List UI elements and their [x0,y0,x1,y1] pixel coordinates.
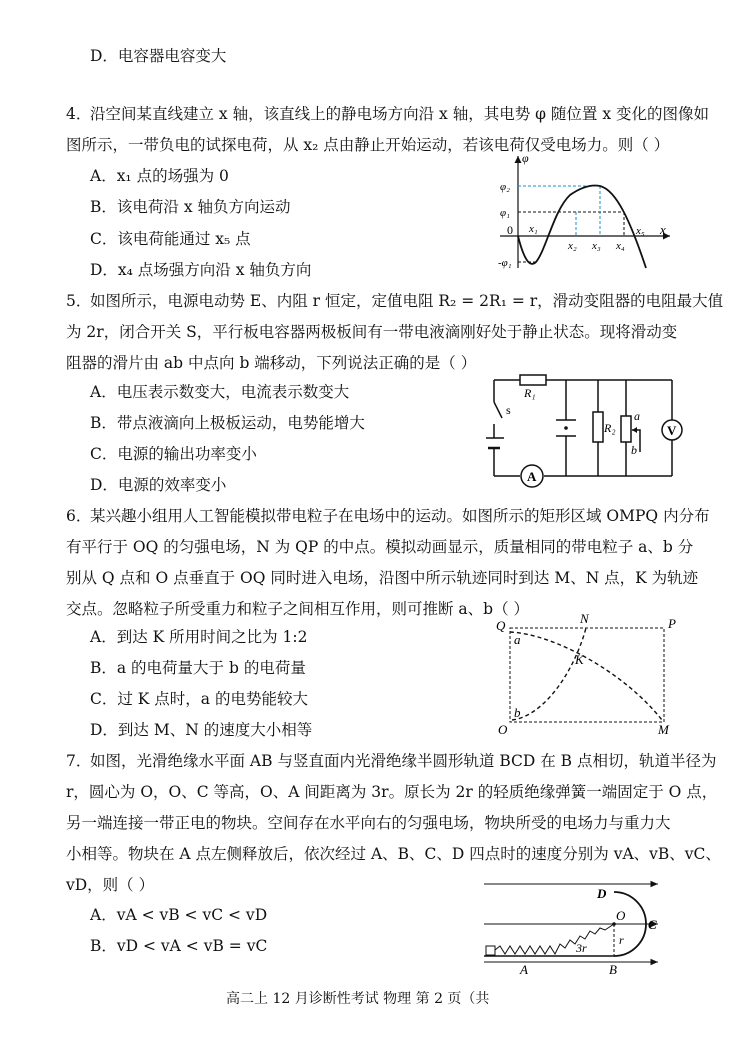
rectangle-ompq [510,628,664,722]
point-k-label: K [575,652,584,667]
q6-stem-line2: 有平行于 OQ 的匀强电场，N 为 QP 的中点。模拟动画显示，质量相同的带电粒子 a、b 分 [66,538,694,556]
page-footer: 高二上 12 月诊断性考试 物理 第 2 页（共 [226,991,490,1007]
distance-3r-label: 3r [576,941,587,955]
q6-option-b: B．a 的电荷量大于 b 的电荷量 [90,659,306,677]
q4-potential-graph [498,150,678,275]
trajectory-b [512,628,586,720]
q5-option-b: B．带点液滴向上极板运动，电势能增大 [90,414,365,432]
point-b-label: B [609,962,617,977]
q5-option-a: A．电压表示数变大，电流表示数变大 [90,383,350,401]
q4-stem-line2: 图所示，一带负电的试探电荷，从 x₂ 点由静止开始运动，若该电荷仅受电场力。则（ ） [66,136,670,154]
x2-label: x₂ [568,240,577,252]
x1-label: x₁ [529,223,538,235]
q4-option-d: D．x₄ 点场强方向沿 x 轴负方向 [90,261,312,279]
q5-circuit-diagram [486,372,692,488]
radius-r-label: r [619,933,624,947]
q5-number: 5． [66,292,92,310]
q6-stem-line1: 某兴趣小组用人工智能模拟带电粒子在电场中的运动。如图所示的矩形区域 OMPQ 内分布 [90,507,710,525]
point-p-label: P [668,616,676,631]
slider-end-a-label: a [634,409,640,423]
phi1-label: φ₁ [500,207,510,219]
q7-stem-line2: r，圆心为 O，O、C 等高，O、A 间距离为 3r。原长为 2r 的轻质绝缘弹簧一端固定于 O 点， [66,783,718,801]
particle-a-label: a [514,632,521,647]
q6-stem-line4: 交点。忽略粒子所受重力和粒子之间相互作用，则可推断 a、b（ ） [66,600,530,618]
spring [495,924,614,954]
q7-stem-line1: 如图，光滑绝缘水平面 AB 与竖直面内光滑绝缘半圆形轨道 BCD 在 B 点相切，轨道半径为 [90,752,717,770]
q4-option-b: B．该电荷沿 x 轴负方向运动 [90,198,291,216]
q7-stem-line3: 另一端连接一带正电的物块。空间存在水平向右的匀强电场，物块所受的电场力与重力大 [66,814,671,832]
q4-option-a: A．x₁ 点的场强为 0 [90,167,229,185]
x-axis-label: x [660,222,666,237]
q6-option-d: D．到达 M、N 的速度大小相等 [90,721,313,739]
switch-label: s [506,403,511,417]
point-o-label: O [498,722,508,737]
slider-end-b-label: b [631,443,637,457]
q7-stem-line4: 小相等。物块在 A 点左侧释放后，依次经过 A、B、C、D 四点时的速度分别为 vA、vB、vC、 [66,845,721,863]
trajectory-a [510,632,662,720]
x5-label: x₅ [636,225,645,237]
point-d-label: D [597,886,607,901]
ammeter-label: A [527,469,537,484]
q6-stem-line3: 别从 Q 点和 O 点垂直于 OQ 同时进入电场，沿图中所示轨迹同时到达 M、N 点，K 为轨迹 [66,569,699,587]
point-o-label: O [616,908,626,923]
origin-label: 0 [507,223,513,237]
q6-option-a: A．到达 K 所用时间之比为 1:2 [90,628,308,646]
q7-number: 7． [66,752,92,770]
q7-track-figure [480,876,670,980]
q6-field-figure [494,612,684,738]
q5-stem-line1: 如图所示，电源电动势 E、内阻 r 恒定，定值电阻 R₂ = 2R₁ = r，滑动变阻器的电阻最大值 [90,292,724,310]
q5-option-d: D．电源的效率变小 [90,476,227,494]
neg-phi1-label: -φ₁ [498,257,512,269]
voltmeter-label: V [667,423,677,438]
q5-stem-line3: 阻器的滑片由 ab 中点向 b 端移动，下列说法正确的是（ ） [66,354,477,372]
q4-number: 4． [66,105,92,123]
x4-label: x₄ [616,240,625,252]
q6-option-c: C．过 K 点时，a 的电势能较大 [90,690,308,708]
r2-label: R₂ [604,421,616,435]
point-n-label: N [580,612,589,626]
q4-option-c: C．该电荷能通过 x₅ 点 [90,230,251,248]
q5-stem-line2: 为 2r，闭合开关 S，平行板电容器两极板间有一带电液滴刚好处于静止状态。现将滑动变 [66,323,678,341]
q4-stem-line1: 沿空间某直线建立 x 轴，该直线上的静电场方向沿 x 轴，其电势 φ 随位置 x 变化的图像如 [90,105,709,123]
x3-label: x₃ [592,240,601,252]
q7-option-b: B．vD < vA < vB = vC [90,937,268,955]
block [486,946,495,955]
point-q-label: Q [496,618,506,633]
phi2-label: φ₂ [500,181,510,193]
q3-option-d: D．电容器电容变大 [90,47,227,65]
q7-stem-line5: vD，则（ ） [66,876,155,894]
point-m-label: M [658,722,669,737]
particle-b-label: b [514,705,521,720]
phi-axis-label: φ [522,151,529,165]
q7-option-a: A．vA < vB < vC < vD [90,906,268,924]
point-c-label: C [648,917,657,932]
point-a-label: A [520,962,528,977]
r1-label: R₁ [524,386,536,400]
q5-option-c: C．电源的输出功率变小 [90,445,257,463]
q6-number: 6． [66,507,92,525]
